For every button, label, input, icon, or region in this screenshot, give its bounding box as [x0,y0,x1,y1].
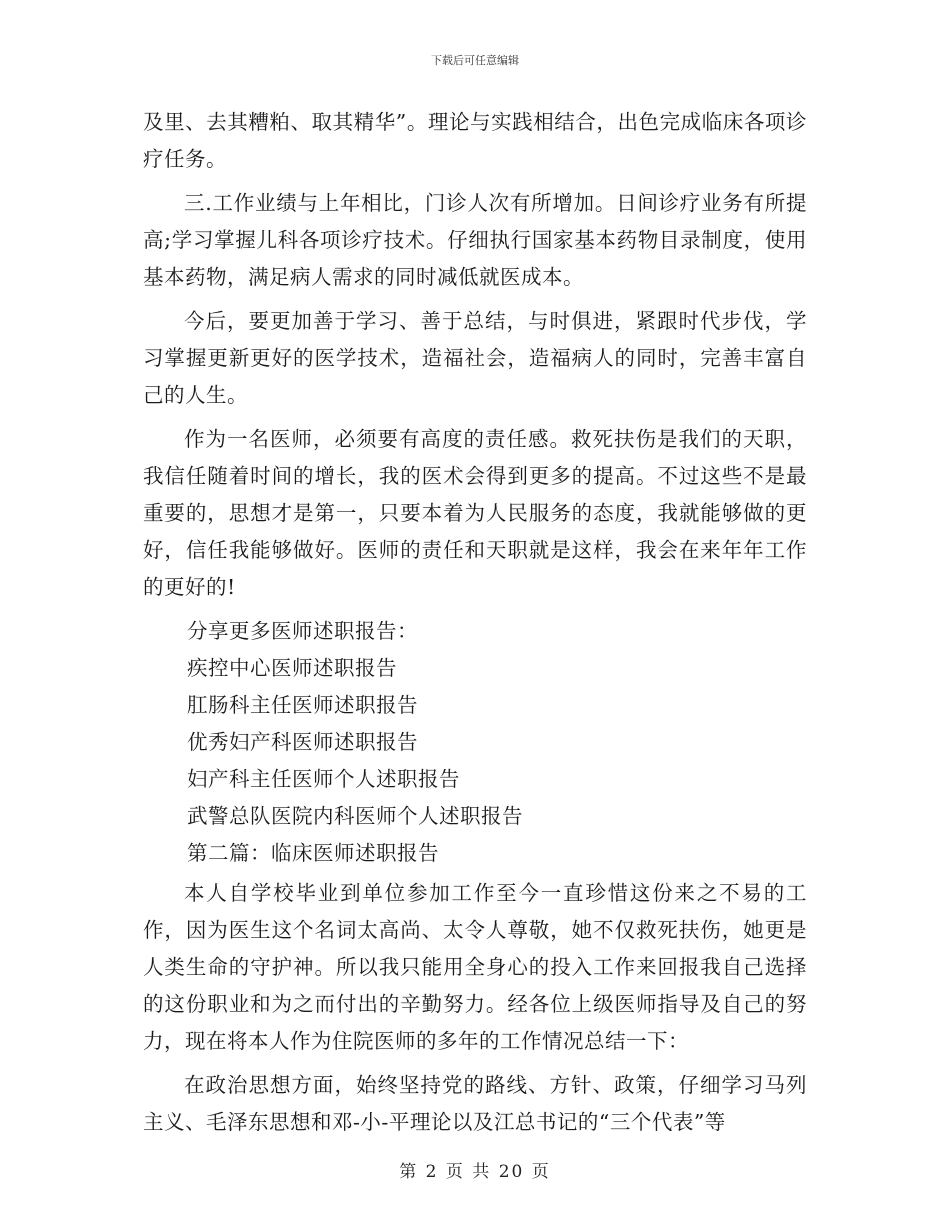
share-link-5[interactable]: 武警总队医院内科医师个人述职报告 [187,804,523,828]
paragraph-continuation: 及里、去其糟粕、取其精华”。理论与实践相结合，出色完成临床各项诊疗任务。 [143,110,807,171]
paragraph-work-results: 三.工作业绩与上年相比，门诊人次有所增加。日间诊疗业务有所提高;学习掌握儿科各项诊疗技术。仔细执行国家基本药物目录制度，使用基本药物，满足病人需求的同时减低就医成本。 [143,191,807,289]
document-body [143,104,807,1148]
share-link-3[interactable]: 优秀妇产科医师述职报告 [187,730,418,754]
section-title: 第二篇：临床医师述职报告 [187,841,439,865]
page-header: 下载后可任意编辑 [431,54,519,67]
share-link-2[interactable]: 肛肠科主任医师述职报告 [187,693,418,717]
paragraph-self-intro: 本人自学校毕业到单位参加工作至今一直珍惜这份来之不易的工作，因为医生这个名词太高尚、太令人尊敬，她不仅救死扶伤，她更是人类生命的守护神。所以我只能用全身心的投入工作来回报我自己选择的这份职业和为之而付出的辛勤努力。经各位上级医师指导及自己的努力，现在将本人作为住院医师的多年的工作情况总结一下： [143,881,807,1053]
paragraph-future: 今后，要更加善于学习、善于总结，与时俱进，紧跟时代步伐，学习掌握更新更好的医学技术，造福社会，造福病人的同时，完善丰富自己的人生。 [143,309,807,407]
share-link-4[interactable]: 妇产科主任医师个人述职报告 [187,767,460,791]
paragraph-responsibility: 作为一名医师，必须要有高度的责任感。救死扶伤是我们的天职，我信任随着时间的增长，我的医术会得到更多的提高。不过这些不是最重要的，思想才是第一，只要本着为人民服务的态度，我就能够做的更好，信任我能够做好。医师的责任和天职就是这样，我会在来年年工作的更好的! [143,427,807,599]
page-number: 第 2 页 共 20 页 [399,1162,551,1182]
share-link-1[interactable]: 疾控中心医师述职报告 [187,656,397,680]
share-intro: 分享更多医师述职报告： [187,619,418,643]
paragraph-political: 在政治思想方面，始终坚持党的路线、方针、政策，仔细学习马列主义、毛泽东思想和邓-小-平理论以及江总书记的“三个代表”等 [143,1073,807,1134]
